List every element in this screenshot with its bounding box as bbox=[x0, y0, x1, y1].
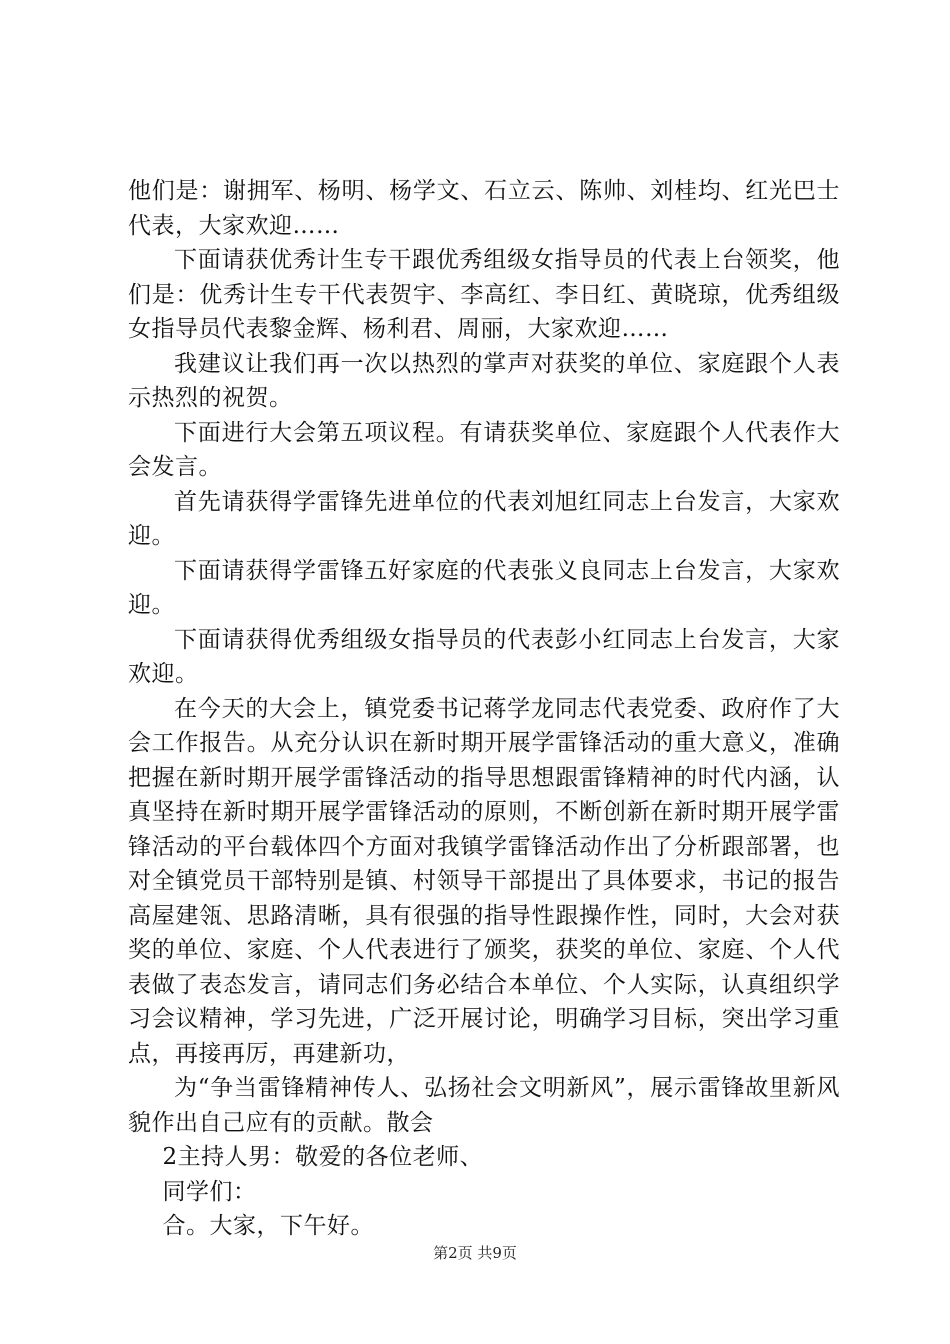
paragraph-9: 为“争当雷锋精神传人、弘扬社会文明新风”，展示雷锋故里新风貌作出自己应有的贡献。散会 bbox=[128, 1075, 840, 1136]
paragraph-7: 下面请获得优秀组级女指导员的代表彭小红同志上台发言，大家欢迎。 bbox=[128, 626, 840, 687]
paragraph-4: 下面进行大会第五项议程。有请获奖单位、家庭跟个人代表作大会发言。 bbox=[128, 419, 840, 480]
paragraph-12: 合。大家，下午好。 bbox=[162, 1213, 374, 1239]
document-body bbox=[128, 174, 840, 1244]
paragraph-5: 首先请获得学雷锋先进单位的代表刘旭红同志上台发言，大家欢迎。 bbox=[128, 488, 840, 549]
paragraph-2: 下面请获优秀计生专干跟优秀组级女指导员的代表上台领奖，他们是：优秀计生专干代表贺宇、李高红、李日红、黄晓琼，优秀组级女指导员代表黎金辉、杨利君、周丽，大家欢迎…… bbox=[128, 247, 840, 342]
paragraph-8: 在今天的大会上，镇党委书记蒋学龙同志代表党委、政府作了大会工作报告。从充分认识在新时期开展学雷锋活动的重大意义，准确把握在新时期开展学雷锋活动的指导思想跟雷锋精神的时代内涵，认真坚持在新时期开展学雷锋活动的原则，不断创新在新时期开展学雷锋活动的平台载体四个方面对我镇学雷锋活动作出了分析跟部署，也对全镇党员干部特别是镇、村领导干部提出了具体要求，书记的报告高屋建瓴、思路清晰，具有很强的指导性跟操作性，同时，大会对获奖的单位、家庭、个人代表进行了颁奖，获奖的单位、家庭、个人代表做了表态发言，请同志们务必结合本单位、个人实际，认真组织学习会议精神，学习先进，广泛开展讨论，明确学习目标，突出学习重点，再接再厉，再建新功， bbox=[128, 695, 840, 1067]
paragraph-6: 下面请获得学雷锋五好家庭的代表张义良同志上台发言，大家欢迎。 bbox=[128, 557, 840, 618]
paragraph-11: 同学们： bbox=[162, 1178, 257, 1205]
paragraph-10: 2主持人男：敬爱的各位老师、 bbox=[162, 1144, 484, 1170]
paragraph-3: 我建议让我们再一次以热烈的掌声对获奖的单位、家庭跟个人表示热烈的祝贺。 bbox=[128, 350, 840, 411]
page-footer: 第2页 共9页 bbox=[433, 1244, 517, 1262]
paragraph-1: 他们是：谢拥军、杨明、杨学文、石立云、陈帅、刘桂均、红光巴士代表，大家欢迎…… bbox=[128, 178, 840, 239]
